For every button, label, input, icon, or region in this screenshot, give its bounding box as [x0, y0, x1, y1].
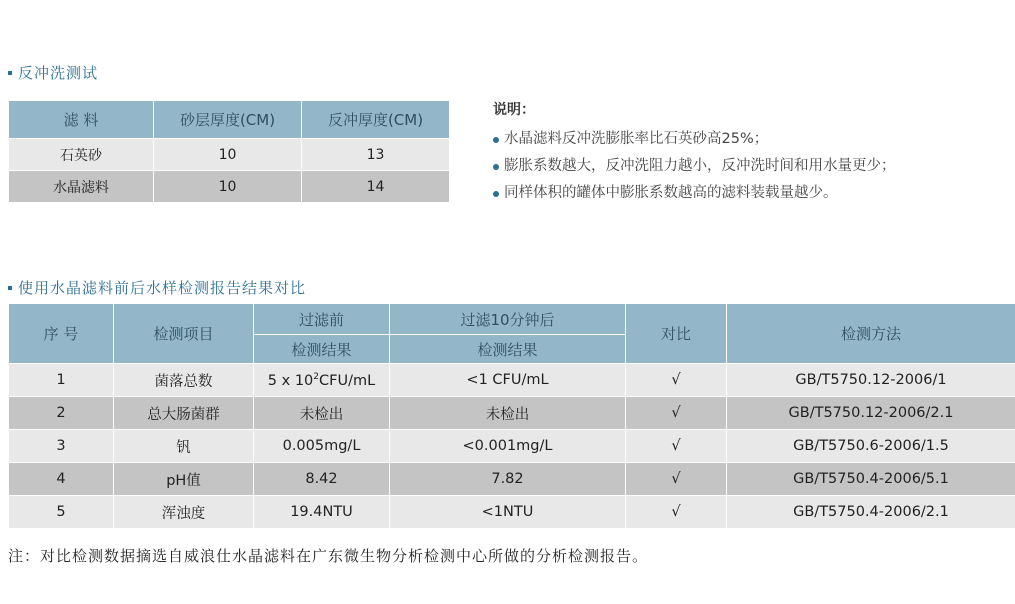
table-row	[9, 496, 1015, 529]
cell-sand-thickness: 10	[154, 139, 302, 171]
report-heading-text: 使用水晶滤料前后水样检测报告结果对比	[18, 279, 307, 297]
water-test-report-table	[8, 303, 1015, 529]
table-row	[9, 430, 1015, 463]
header-filter-material: 滤 料	[9, 101, 154, 139]
report-section-heading	[8, 277, 306, 298]
cell-seq: 2	[9, 397, 114, 430]
heading-bullet-icon	[8, 71, 12, 75]
header-result-before: 检测结果	[254, 335, 390, 364]
cell-item: 钒	[114, 430, 254, 463]
header-backwash-thickness: 反冲厚度(CM)	[302, 101, 450, 139]
cell-sand-thickness: 10	[154, 171, 302, 203]
cell-before: 0.005mg/L	[254, 430, 390, 463]
header-result-after: 检测结果	[390, 335, 626, 364]
header-seq: 序 号	[9, 304, 114, 364]
cell-material: 石英砂	[9, 139, 154, 171]
header-test-method: 检测方法	[727, 304, 1015, 364]
header-compare: 对比	[626, 304, 727, 364]
cell-seq: 5	[9, 496, 114, 529]
cell-before: 8.42	[254, 463, 390, 496]
cell-after: 7.82	[390, 463, 626, 496]
cell-compare-check: √	[626, 496, 727, 529]
header-before-filter: 过滤前	[254, 304, 390, 335]
table-row	[9, 171, 450, 203]
before-unit: CFU/mL	[319, 372, 376, 389]
cell-material: 水晶滤料	[9, 171, 154, 203]
bullet-dot-icon	[493, 191, 499, 197]
before-exponent: 2	[313, 371, 320, 382]
bullet-dot-icon	[493, 137, 499, 143]
note-item	[493, 153, 1013, 180]
cell-item: pH值	[114, 463, 254, 496]
cell-after: <1NTU	[390, 496, 626, 529]
note-text: 同样体积的罐体中膨胀系数越高的滤料装载量越少。	[504, 185, 838, 201]
header-test-item: 检测项目	[114, 304, 254, 364]
cell-compare-check: √	[626, 364, 727, 397]
backwash-heading-text: 反冲洗测试	[18, 64, 99, 82]
note-text: 膨胀系数越大，反冲洗阻力越小，反冲洗时间和用水量更少；	[504, 158, 896, 174]
cell-after: <0.001mg/L	[390, 430, 626, 463]
backwash-section-heading	[8, 62, 98, 83]
backwash-test-table	[8, 100, 450, 203]
cell-compare-check: √	[626, 463, 727, 496]
cell-backwash-thickness: 14	[302, 171, 450, 203]
table-row	[9, 397, 1015, 430]
header-after-filter: 过滤10分钟后	[390, 304, 626, 335]
cell-seq: 4	[9, 463, 114, 496]
cell-method: GB/T5750.4-2006/2.1	[727, 496, 1015, 529]
cell-method: GB/T5750.4-2006/5.1	[727, 463, 1015, 496]
cell-item: 菌落总数	[114, 364, 254, 397]
cell-compare-check: √	[626, 397, 727, 430]
note-item	[493, 180, 1013, 207]
cell-seq: 3	[9, 430, 114, 463]
notes-block	[493, 100, 1013, 207]
cell-before: 19.4NTU	[254, 496, 390, 529]
before-base: 5 x 10	[267, 372, 314, 389]
cell-item: 浑浊度	[114, 496, 254, 529]
table-row	[9, 364, 1015, 397]
note-item	[493, 126, 1013, 153]
table-row	[9, 463, 1015, 496]
cell-seq: 1	[9, 364, 114, 397]
cell-compare-check: √	[626, 430, 727, 463]
cell-method: GB/T5750.12-2006/2.1	[727, 397, 1015, 430]
cell-after: 未检出	[390, 397, 626, 430]
header-sand-thickness: 砂层厚度(CM)	[154, 101, 302, 139]
table-row	[9, 139, 450, 171]
cell-after: <1 CFU/mL	[390, 364, 626, 397]
cell-method: GB/T5750.12-2006/1	[727, 364, 1015, 397]
cell-item: 总大肠菌群	[114, 397, 254, 430]
heading-bullet-icon	[8, 286, 12, 290]
note-text: 水晶滤料反冲洗膨胀率比石英砂高25%；	[504, 131, 769, 147]
bullet-dot-icon	[493, 164, 499, 170]
cell-method: GB/T5750.6-2006/1.5	[727, 430, 1015, 463]
cell-backwash-thickness: 13	[302, 139, 450, 171]
cell-before: 未检出	[254, 397, 390, 430]
notes-title: 说明：	[493, 102, 535, 118]
footnote: 注：对比检测数据摘选自威浪仕水晶滤料在广东微生物分析检测中心所做的分析检测报告。	[8, 547, 649, 565]
cell-before	[254, 364, 390, 397]
